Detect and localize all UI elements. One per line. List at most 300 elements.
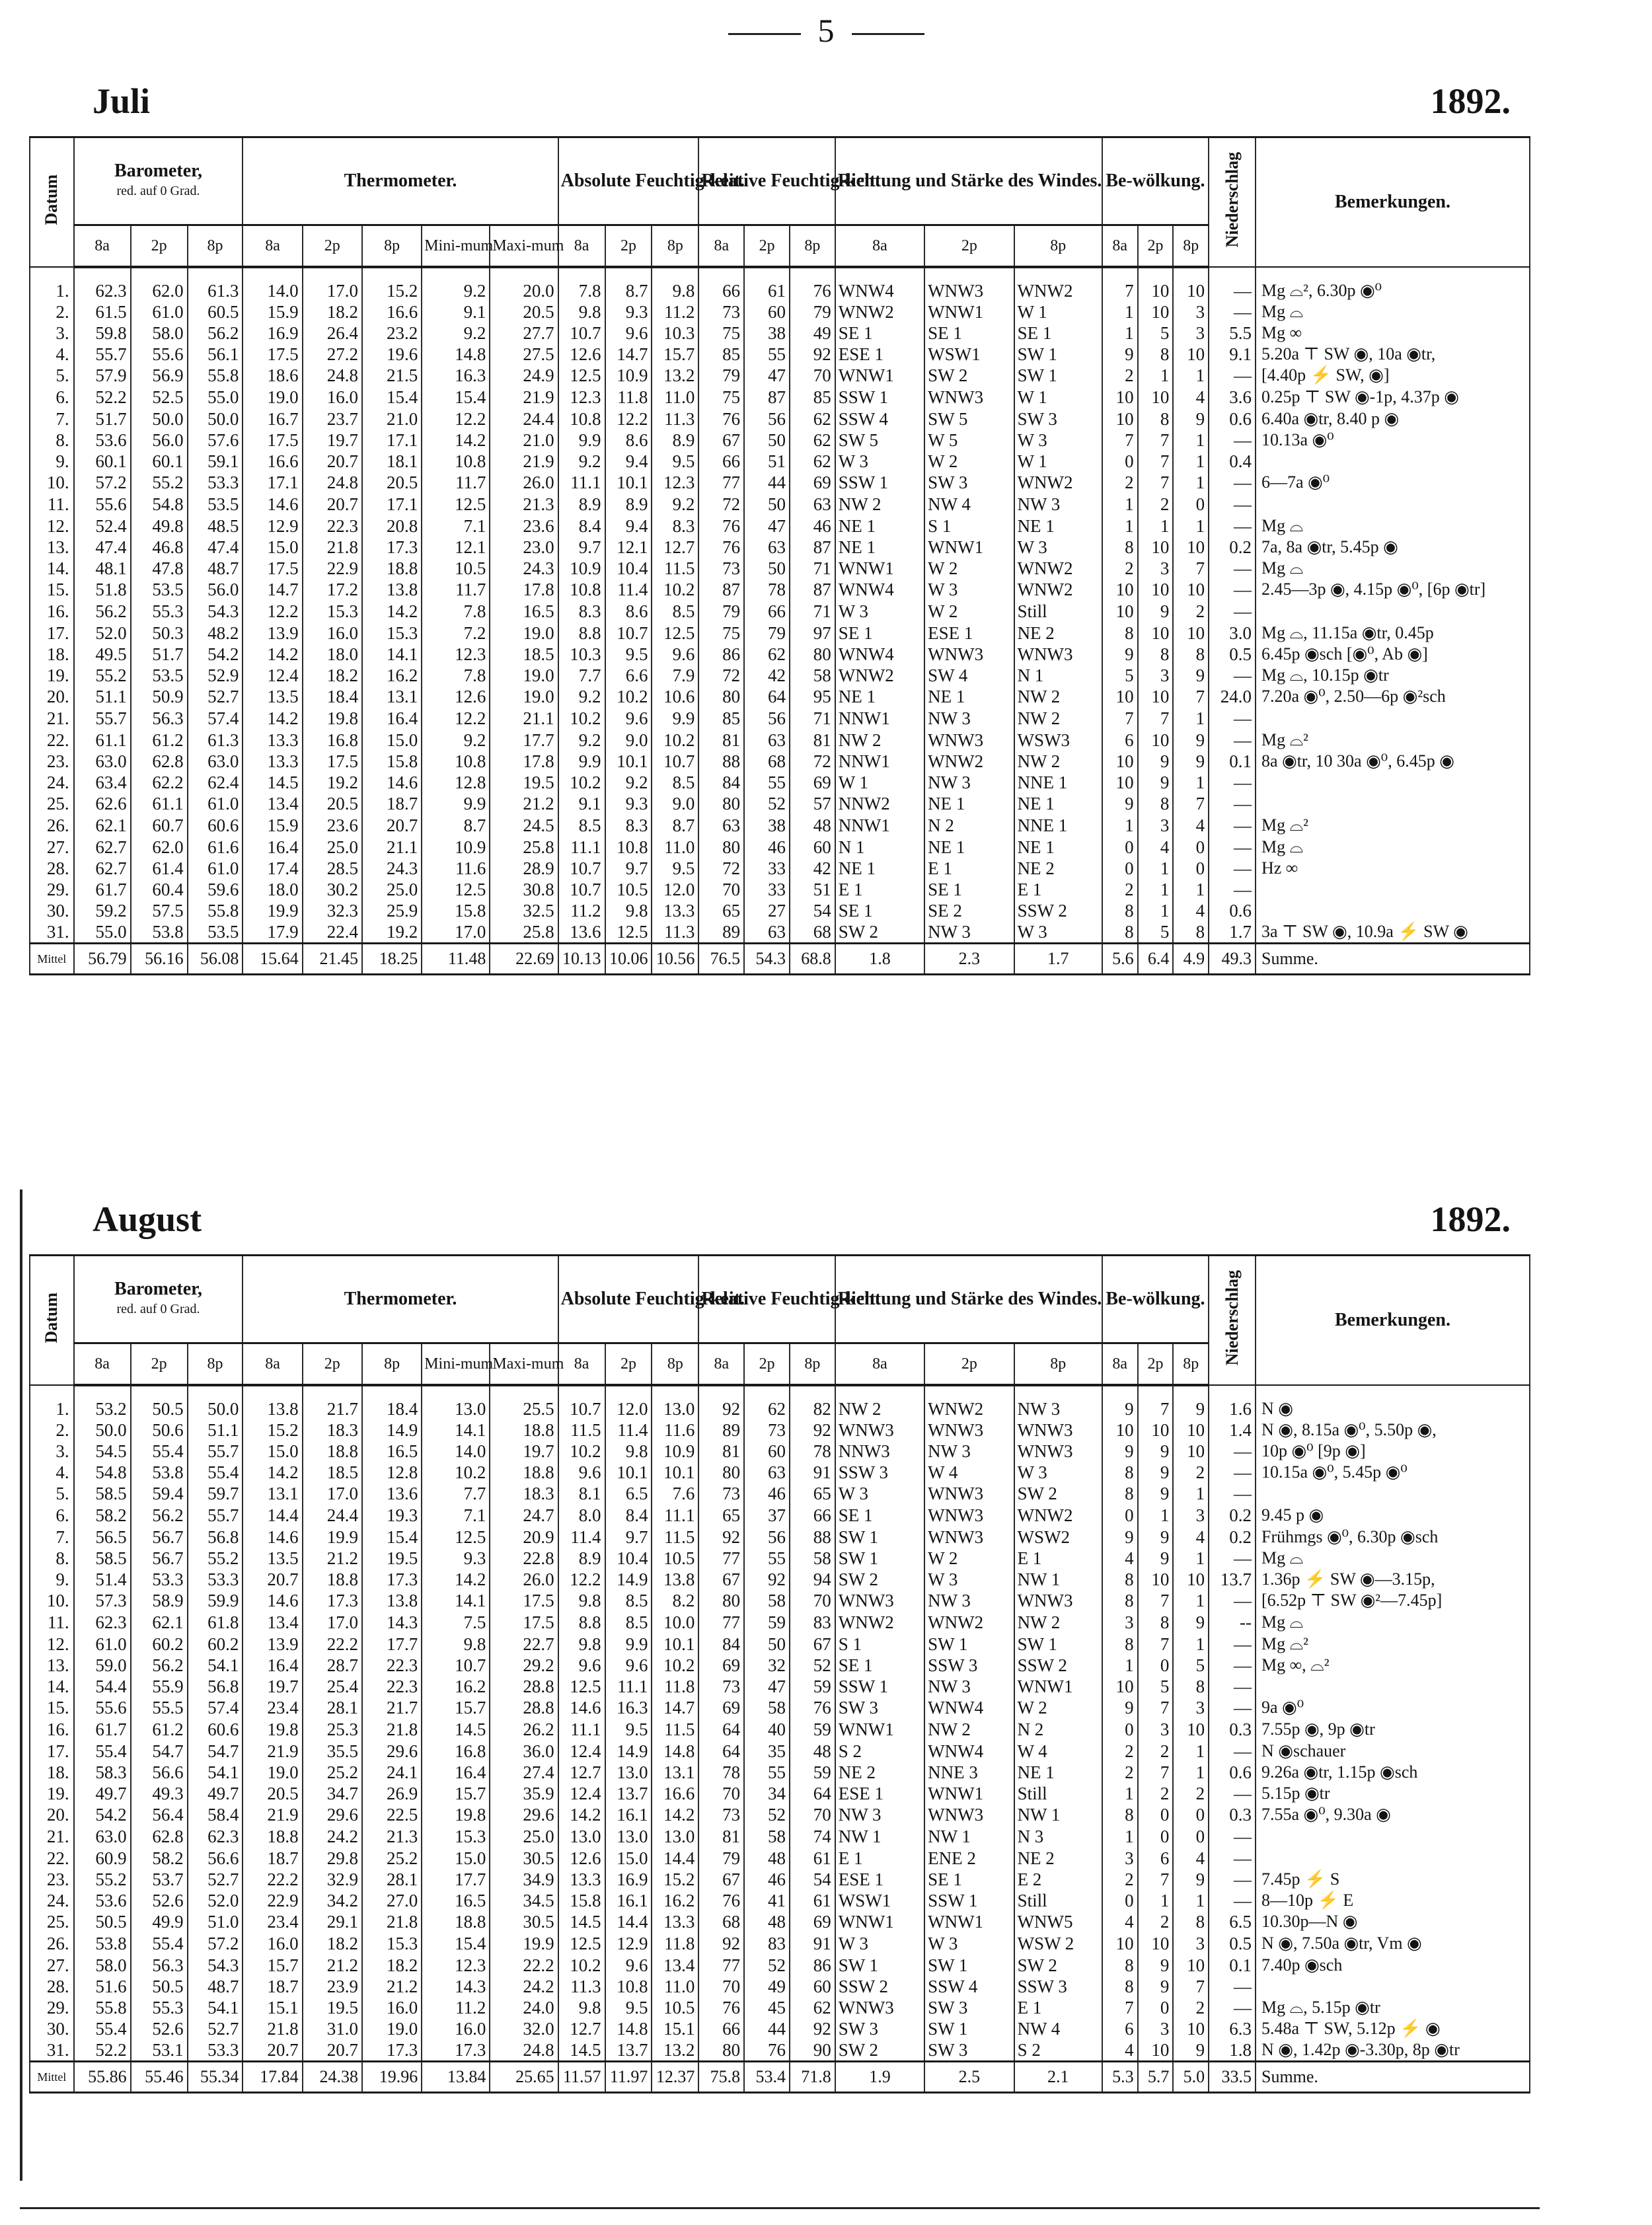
mean-thermometer: 15.64 bbox=[243, 944, 302, 975]
header-datum-label: Datum bbox=[42, 174, 61, 225]
header-time-t2: 2p bbox=[131, 1343, 188, 1386]
barometer-cell: 49.7 bbox=[188, 1783, 243, 1804]
wind-cell: SW 3 bbox=[1014, 408, 1102, 430]
wind-cell: ESE 1 bbox=[924, 622, 1014, 644]
thermometer-cell: 16.0 bbox=[303, 622, 362, 644]
relative-humidity-cell: 86 bbox=[698, 644, 744, 665]
precipitation-cell: 0.5 bbox=[1209, 644, 1256, 665]
thermometer-cell: 21.2 bbox=[303, 1955, 362, 1976]
wind-cell: WNW2 bbox=[1014, 267, 1102, 301]
barometer-cell: 55.7 bbox=[188, 1441, 243, 1462]
absolute-humidity-cell: 12.6 bbox=[558, 1848, 605, 1869]
table-row bbox=[30, 1483, 1530, 1504]
maximum-cell: 17.8 bbox=[490, 751, 558, 772]
absolute-humidity-cell: 9.8 bbox=[652, 267, 698, 301]
relative-humidity-cell: 62 bbox=[790, 451, 835, 472]
wind-cell: WSW3 bbox=[1014, 730, 1102, 751]
absolute-humidity-cell: 8.8 bbox=[558, 622, 605, 644]
minimum-cell: 14.0 bbox=[422, 1441, 490, 1462]
relative-humidity-cell: 65 bbox=[698, 1504, 744, 1527]
barometer-cell: 56.0 bbox=[131, 430, 188, 451]
minimum-cell: 9.9 bbox=[422, 793, 490, 814]
wind-cell: SW 2 bbox=[835, 2039, 924, 2062]
wind-cell: WNW3 bbox=[1014, 644, 1102, 665]
mean-barometer: 55.34 bbox=[188, 2062, 243, 2093]
minimum-cell: 17.0 bbox=[422, 921, 490, 944]
relative-humidity-cell: 70 bbox=[790, 365, 835, 386]
thermometer-cell: 20.7 bbox=[243, 1569, 302, 1590]
barometer-cell: 62.0 bbox=[131, 837, 188, 858]
relative-humidity-cell: 58 bbox=[744, 1825, 790, 1848]
barometer-cell: 56.8 bbox=[188, 1676, 243, 1697]
wind-cell: W 2 bbox=[924, 600, 1014, 622]
header-barometer-sublabel: red. auf 0 Grad. bbox=[116, 1302, 200, 1316]
date-cell: 11. bbox=[30, 1611, 74, 1634]
thermometer-cell: 23.7 bbox=[303, 408, 362, 430]
cloud-cell: 2 bbox=[1138, 493, 1174, 515]
absolute-humidity-cell: 9.4 bbox=[605, 451, 652, 472]
header-wind bbox=[835, 137, 1102, 225]
barometer-cell: 61.5 bbox=[74, 301, 131, 322]
cloud-cell: 10 bbox=[1138, 579, 1174, 600]
header-datum bbox=[30, 1256, 74, 1386]
minimum-cell: 15.7 bbox=[422, 1783, 490, 1804]
wind-cell: W 4 bbox=[924, 1462, 1014, 1483]
thermometer-cell: 16.4 bbox=[243, 837, 302, 858]
absolute-humidity-cell: 11.1 bbox=[652, 1504, 698, 1527]
maximum-cell: 24.2 bbox=[490, 1976, 558, 1997]
relative-humidity-cell: 33 bbox=[744, 858, 790, 879]
thermometer-cell: 15.9 bbox=[243, 814, 302, 837]
wind-cell: S 1 bbox=[924, 515, 1014, 537]
barometer-cell: 62.8 bbox=[131, 751, 188, 772]
absolute-humidity-cell: 8.5 bbox=[652, 772, 698, 793]
margin-rule bbox=[20, 1189, 22, 2181]
thermometer-cell: 29.6 bbox=[362, 1741, 422, 1762]
cloud-cell: 7 bbox=[1138, 1697, 1174, 1718]
header-relative-feuchtigkeit bbox=[698, 137, 880, 225]
thermometer-cell: 17.9 bbox=[243, 921, 302, 944]
weather-table-august bbox=[29, 1254, 1530, 2093]
cloud-cell: 2 bbox=[1173, 1462, 1209, 1483]
cloud-cell: 7 bbox=[1138, 1590, 1174, 1611]
header-group-row bbox=[30, 137, 1530, 225]
barometer-cell: 57.5 bbox=[131, 900, 188, 921]
cloud-cell: 3 bbox=[1173, 1504, 1209, 1527]
cloud-cell: 7 bbox=[1138, 1869, 1174, 1890]
maximum-cell: 21.2 bbox=[490, 793, 558, 814]
thermometer-cell: 19.5 bbox=[303, 1997, 362, 2018]
maximum-cell: 35.9 bbox=[490, 1783, 558, 1804]
thermometer-cell: 21.8 bbox=[303, 537, 362, 558]
thermometer-cell: 15.0 bbox=[243, 1441, 302, 1462]
precipitation-cell: — bbox=[1209, 1655, 1256, 1676]
relative-humidity-cell: 52 bbox=[744, 793, 790, 814]
remark-cell bbox=[1256, 493, 1530, 515]
maximum-cell: 17.5 bbox=[490, 1611, 558, 1634]
header-time-t8: 8a bbox=[835, 1343, 924, 1386]
wind-cell: W 3 bbox=[835, 1932, 924, 1955]
header-time-t8: 8a bbox=[698, 225, 744, 268]
remark-cell: Mg ⌓, 5.15p ◉tr bbox=[1256, 1997, 1530, 2018]
barometer-cell: 49.7 bbox=[74, 1783, 131, 1804]
relative-humidity-cell: 52 bbox=[744, 1955, 790, 1976]
cloud-cell: 9 bbox=[1173, 730, 1209, 751]
table-row bbox=[30, 1804, 1530, 1825]
relative-humidity-cell: 69 bbox=[790, 472, 835, 493]
minimum-cell: 12.8 bbox=[422, 772, 490, 793]
cloud-cell: 9 bbox=[1102, 1527, 1138, 1548]
header-barometer-label: Barometer, bbox=[114, 161, 202, 181]
relative-humidity-cell: 68 bbox=[698, 1911, 744, 1932]
wind-cell: SW 3 bbox=[924, 1997, 1014, 2018]
table-row bbox=[30, 1590, 1530, 1611]
mean-cloud: 5.7 bbox=[1138, 2062, 1174, 2093]
relative-humidity-cell: 60 bbox=[744, 301, 790, 322]
wind-cell: E 1 bbox=[924, 858, 1014, 879]
precipitation-cell: 3.6 bbox=[1209, 386, 1256, 408]
date-cell: 7. bbox=[30, 1527, 74, 1548]
thermometer-cell: 19.6 bbox=[362, 344, 422, 365]
relative-humidity-cell: 63 bbox=[744, 730, 790, 751]
table-row bbox=[30, 707, 1530, 730]
thermometer-cell: 18.2 bbox=[303, 301, 362, 322]
cloud-cell: 1 bbox=[1102, 1783, 1138, 1804]
wind-cell: N 1 bbox=[835, 837, 924, 858]
barometer-cell: 55.6 bbox=[74, 493, 131, 515]
cloud-cell: 9 bbox=[1102, 793, 1138, 814]
thermometer-cell: 30.2 bbox=[303, 879, 362, 900]
barometer-cell: 54.3 bbox=[188, 1955, 243, 1976]
table-row bbox=[30, 365, 1530, 386]
cloud-cell: 9 bbox=[1102, 1697, 1138, 1718]
table-row bbox=[30, 1762, 1530, 1783]
barometer-cell: 60.2 bbox=[188, 1634, 243, 1655]
remark-cell: N ◉, 8.15a ◉⁰, 5.50p ◉, bbox=[1256, 1419, 1530, 1441]
thermometer-cell: 14.6 bbox=[243, 1590, 302, 1611]
maximum-cell: 17.5 bbox=[490, 1590, 558, 1611]
wind-cell: ESE 1 bbox=[835, 344, 924, 365]
wind-cell: W 3 bbox=[1014, 430, 1102, 451]
precipitation-cell: — bbox=[1209, 1697, 1256, 1718]
wind-cell: NW 3 bbox=[924, 921, 1014, 944]
remark-cell: 7.20a ◉⁰, 2.50—6p ◉²sch bbox=[1256, 686, 1530, 707]
relative-humidity-cell: 33 bbox=[744, 879, 790, 900]
wind-cell: NW 2 bbox=[1014, 1611, 1102, 1634]
absolute-humidity-cell: 9.5 bbox=[652, 451, 698, 472]
relative-humidity-cell: 71 bbox=[790, 707, 835, 730]
date-cell: 25. bbox=[30, 793, 74, 814]
absolute-humidity-cell: 11.8 bbox=[652, 1932, 698, 1955]
cloud-cell: 1 bbox=[1102, 515, 1138, 537]
thermometer-cell: 23.2 bbox=[362, 322, 422, 344]
cloud-cell: 1 bbox=[1173, 772, 1209, 793]
relative-humidity-cell: 55 bbox=[744, 1548, 790, 1569]
wind-cell: NW 3 bbox=[924, 772, 1014, 793]
absolute-humidity-cell: 9.5 bbox=[605, 644, 652, 665]
remark-cell: N ◉, 7.50a ◉tr, Vm ◉ bbox=[1256, 1932, 1530, 1955]
cloud-cell: 8 bbox=[1102, 1569, 1138, 1590]
barometer-cell: 62.3 bbox=[74, 267, 131, 301]
absolute-humidity-cell: 8.2 bbox=[652, 1590, 698, 1611]
wind-cell: WNW3 bbox=[924, 386, 1014, 408]
minimum-cell: 12.5 bbox=[422, 1527, 490, 1548]
absolute-humidity-cell: 7.8 bbox=[558, 267, 605, 301]
maximum-cell: 26.0 bbox=[490, 472, 558, 493]
relative-humidity-cell: 94 bbox=[790, 1569, 835, 1590]
absolute-humidity-cell: 8.3 bbox=[605, 814, 652, 837]
thermometer-cell: 13.4 bbox=[243, 793, 302, 814]
relative-humidity-cell: 66 bbox=[790, 1504, 835, 1527]
wind-cell: WSW2 bbox=[1014, 1527, 1102, 1548]
barometer-cell: 49.9 bbox=[131, 1911, 188, 1932]
cloud-cell: 3 bbox=[1138, 814, 1174, 837]
wind-cell: NW 3 bbox=[924, 707, 1014, 730]
wind-cell: NW 3 bbox=[835, 1804, 924, 1825]
page-number-left-rule bbox=[728, 33, 801, 35]
thermometer-cell: 15.3 bbox=[362, 1932, 422, 1955]
wind-cell: W 3 bbox=[1014, 1462, 1102, 1483]
minimum-cell: 10.8 bbox=[422, 451, 490, 472]
minimum-cell: 15.7 bbox=[422, 1697, 490, 1718]
maximum-cell: 24.8 bbox=[490, 2039, 558, 2062]
cloud-cell: 2 bbox=[1102, 558, 1138, 579]
minimum-cell: 16.5 bbox=[422, 1890, 490, 1911]
barometer-cell: 55.4 bbox=[74, 2018, 131, 2039]
relative-humidity-cell: 56 bbox=[744, 1527, 790, 1548]
thermometer-cell: 17.3 bbox=[362, 1569, 422, 1590]
cloud-cell: 1 bbox=[1173, 707, 1209, 730]
header-time-t8p: 8p bbox=[188, 1343, 243, 1386]
maximum-cell: 19.0 bbox=[490, 622, 558, 644]
precipitation-cell: — bbox=[1209, 493, 1256, 515]
thermometer-cell: 18.8 bbox=[362, 558, 422, 579]
date-cell: 31. bbox=[30, 2039, 74, 2062]
wind-cell: SSW 2 bbox=[1014, 1655, 1102, 1676]
thermometer-cell: 16.9 bbox=[243, 322, 302, 344]
date-cell: 6. bbox=[30, 1504, 74, 1527]
relative-humidity-cell: 76 bbox=[698, 408, 744, 430]
barometer-cell: 57.2 bbox=[188, 1932, 243, 1955]
relative-humidity-cell: 75 bbox=[698, 322, 744, 344]
cloud-cell: 8 bbox=[1102, 1462, 1138, 1483]
absolute-humidity-cell: 13.2 bbox=[652, 2039, 698, 2062]
cloud-cell: 8 bbox=[1102, 1483, 1138, 1504]
relative-humidity-cell: 76 bbox=[790, 1697, 835, 1718]
barometer-cell: 59.2 bbox=[74, 900, 131, 921]
cloud-cell: 8 bbox=[1173, 921, 1209, 944]
table-row bbox=[30, 1955, 1530, 1976]
table-row bbox=[30, 858, 1530, 879]
barometer-cell: 58.0 bbox=[74, 1955, 131, 1976]
barometer-cell: 52.7 bbox=[188, 686, 243, 707]
relative-humidity-cell: 55 bbox=[744, 772, 790, 793]
cloud-cell: 3 bbox=[1173, 1932, 1209, 1955]
remark-cell: Hz ∞ bbox=[1256, 858, 1530, 879]
absolute-humidity-cell: 11.8 bbox=[652, 1676, 698, 1697]
relative-humidity-cell: 71 bbox=[790, 558, 835, 579]
precipitation-cell: 13.7 bbox=[1209, 1569, 1256, 1590]
absolute-humidity-cell: 10.7 bbox=[558, 1385, 605, 1419]
cloud-cell: 2 bbox=[1102, 1762, 1138, 1783]
table-row bbox=[30, 730, 1530, 751]
relative-humidity-cell: 77 bbox=[698, 1955, 744, 1976]
barometer-cell: 56.5 bbox=[74, 1527, 131, 1548]
barometer-cell: 52.7 bbox=[188, 2018, 243, 2039]
barometer-cell: 50.6 bbox=[131, 1419, 188, 1441]
absolute-humidity-cell: 12.9 bbox=[605, 1932, 652, 1955]
minimum-cell: 14.8 bbox=[422, 344, 490, 365]
barometer-cell: 50.9 bbox=[131, 686, 188, 707]
wind-cell: SW 1 bbox=[835, 1527, 924, 1548]
mean-wind: 1.7 bbox=[1014, 944, 1102, 975]
cloud-cell: 10 bbox=[1138, 1569, 1174, 1590]
thermometer-cell: 17.4 bbox=[243, 858, 302, 879]
year-title: 1892. bbox=[1430, 81, 1511, 121]
wind-cell: SW 3 bbox=[835, 2018, 924, 2039]
wind-cell: NNW3 bbox=[835, 1441, 924, 1462]
barometer-cell: 48.7 bbox=[188, 558, 243, 579]
header-time-t8p: 8p bbox=[362, 225, 422, 268]
absolute-humidity-cell: 10.7 bbox=[558, 858, 605, 879]
barometer-cell: 55.4 bbox=[131, 1932, 188, 1955]
thermometer-cell: 19.0 bbox=[243, 1762, 302, 1783]
relative-humidity-cell: 63 bbox=[744, 1462, 790, 1483]
cloud-cell: 10 bbox=[1102, 1419, 1138, 1441]
relative-humidity-cell: 76 bbox=[698, 1997, 744, 2018]
wind-cell: S 2 bbox=[835, 1741, 924, 1762]
precipitation-cell: 0.3 bbox=[1209, 1804, 1256, 1825]
thermometer-cell: 34.2 bbox=[303, 1890, 362, 1911]
absolute-humidity-cell: 8.6 bbox=[605, 430, 652, 451]
absolute-humidity-cell: 16.1 bbox=[605, 1890, 652, 1911]
cloud-cell: 0 bbox=[1173, 1825, 1209, 1848]
table-row bbox=[30, 814, 1530, 837]
absolute-humidity-cell: 12.7 bbox=[558, 1762, 605, 1783]
thermometer-cell: 13.1 bbox=[362, 686, 422, 707]
thermometer-cell: 20.5 bbox=[303, 793, 362, 814]
relative-humidity-cell: 62 bbox=[790, 1997, 835, 2018]
relative-humidity-cell: 48 bbox=[790, 814, 835, 837]
barometer-cell: 60.7 bbox=[131, 814, 188, 837]
thermometer-cell: 15.2 bbox=[243, 1419, 302, 1441]
barometer-cell: 57.3 bbox=[74, 1590, 131, 1611]
header-barometer bbox=[74, 1256, 243, 1343]
relative-humidity-cell: 73 bbox=[698, 558, 744, 579]
mean-cloud: 4.9 bbox=[1173, 944, 1209, 975]
barometer-cell: 48.5 bbox=[188, 515, 243, 537]
mean-label: Mittel bbox=[30, 944, 74, 975]
wind-cell: WNW2 bbox=[1014, 579, 1102, 600]
barometer-cell: 61.7 bbox=[74, 1718, 131, 1741]
barometer-cell: 55.7 bbox=[188, 1504, 243, 1527]
absolute-humidity-cell: 8.4 bbox=[558, 515, 605, 537]
relative-humidity-cell: 73 bbox=[744, 1419, 790, 1441]
cloud-cell: 8 bbox=[1102, 1634, 1138, 1655]
relative-humidity-cell: 75 bbox=[698, 386, 744, 408]
precipitation-cell: 0.2 bbox=[1209, 1504, 1256, 1527]
absolute-humidity-cell: 10.7 bbox=[558, 879, 605, 900]
table-row bbox=[30, 386, 1530, 408]
remark-cell bbox=[1256, 1976, 1530, 1997]
relative-humidity-cell: 77 bbox=[698, 1611, 744, 1634]
absolute-humidity-cell: 9.9 bbox=[605, 1634, 652, 1655]
date-cell: 14. bbox=[30, 558, 74, 579]
wind-cell: NW 3 bbox=[924, 1590, 1014, 1611]
barometer-cell: 55.0 bbox=[188, 386, 243, 408]
cloud-cell: 8 bbox=[1102, 1976, 1138, 1997]
absolute-humidity-cell: 8.8 bbox=[558, 1611, 605, 1634]
wind-cell: WNW2 bbox=[1014, 472, 1102, 493]
absolute-humidity-cell: 10.8 bbox=[605, 837, 652, 858]
absolute-humidity-cell: 10.1 bbox=[605, 751, 652, 772]
header-relative-feuchtigkeit-label: Relative Feuchtig-keit. bbox=[701, 170, 880, 191]
thermometer-cell: 20.5 bbox=[362, 472, 422, 493]
relative-humidity-cell: 68 bbox=[744, 751, 790, 772]
remark-cell: Mg ⌓ bbox=[1256, 837, 1530, 858]
cloud-cell: 3 bbox=[1173, 301, 1209, 322]
thermometer-cell: 17.5 bbox=[303, 751, 362, 772]
barometer-cell: 52.6 bbox=[131, 2018, 188, 2039]
wind-cell: SW 3 bbox=[924, 472, 1014, 493]
barometer-cell: 63.0 bbox=[74, 751, 131, 772]
wind-cell: SE 1 bbox=[835, 1504, 924, 1527]
header-niederschlag bbox=[1209, 1256, 1256, 1386]
relative-humidity-cell: 88 bbox=[790, 1527, 835, 1548]
barometer-cell: 52.0 bbox=[74, 622, 131, 644]
relative-humidity-cell: 37 bbox=[744, 1504, 790, 1527]
cloud-cell: 10 bbox=[1138, 267, 1174, 301]
thermometer-cell: 18.7 bbox=[243, 1976, 302, 1997]
absolute-humidity-cell: 11.1 bbox=[558, 1718, 605, 1741]
thermometer-cell: 14.7 bbox=[243, 579, 302, 600]
wind-cell: NW 2 bbox=[1014, 707, 1102, 730]
thermometer-cell: 35.5 bbox=[303, 1741, 362, 1762]
wind-cell: SW 1 bbox=[924, 1634, 1014, 1655]
mean-relative-humidity: 76.5 bbox=[698, 944, 744, 975]
barometer-cell: 56.2 bbox=[131, 1504, 188, 1527]
wind-cell: SSW 1 bbox=[835, 472, 924, 493]
absolute-humidity-cell: 12.6 bbox=[558, 344, 605, 365]
barometer-cell: 48.7 bbox=[188, 1976, 243, 1997]
minimum-cell: 12.3 bbox=[422, 1955, 490, 1976]
relative-humidity-cell: 80 bbox=[698, 837, 744, 858]
date-cell: 9. bbox=[30, 451, 74, 472]
cloud-cell: 4 bbox=[1102, 1548, 1138, 1569]
header-time-t8p: 8p bbox=[1014, 1343, 1102, 1386]
relative-humidity-cell: 67 bbox=[790, 1634, 835, 1655]
header-absolute-feuchtigkeit-label: Absolute Feuchtig-keit. bbox=[560, 1289, 745, 1309]
cloud-cell: 3 bbox=[1102, 1848, 1138, 1869]
cloud-cell: 8 bbox=[1173, 1911, 1209, 1932]
absolute-humidity-cell: 6.6 bbox=[605, 665, 652, 686]
minimum-cell: 12.6 bbox=[422, 686, 490, 707]
header-barometer-sublabel: red. auf 0 Grad. bbox=[116, 184, 200, 198]
header-time-t2: 2p bbox=[744, 225, 790, 268]
relative-humidity-cell: 56 bbox=[744, 408, 790, 430]
thermometer-cell: 28.1 bbox=[362, 1869, 422, 1890]
absolute-humidity-cell: 10.5 bbox=[652, 1997, 698, 2018]
cloud-cell: 0 bbox=[1173, 1804, 1209, 1825]
thermometer-cell: 29.6 bbox=[303, 1804, 362, 1825]
cloud-cell: 7 bbox=[1138, 1385, 1174, 1419]
absolute-humidity-cell: 15.7 bbox=[652, 344, 698, 365]
table-row bbox=[30, 430, 1530, 451]
barometer-cell: 50.0 bbox=[74, 1419, 131, 1441]
barometer-cell: 49.5 bbox=[74, 644, 131, 665]
thermometer-cell: 21.7 bbox=[303, 1385, 362, 1419]
relative-humidity-cell: 54 bbox=[790, 900, 835, 921]
